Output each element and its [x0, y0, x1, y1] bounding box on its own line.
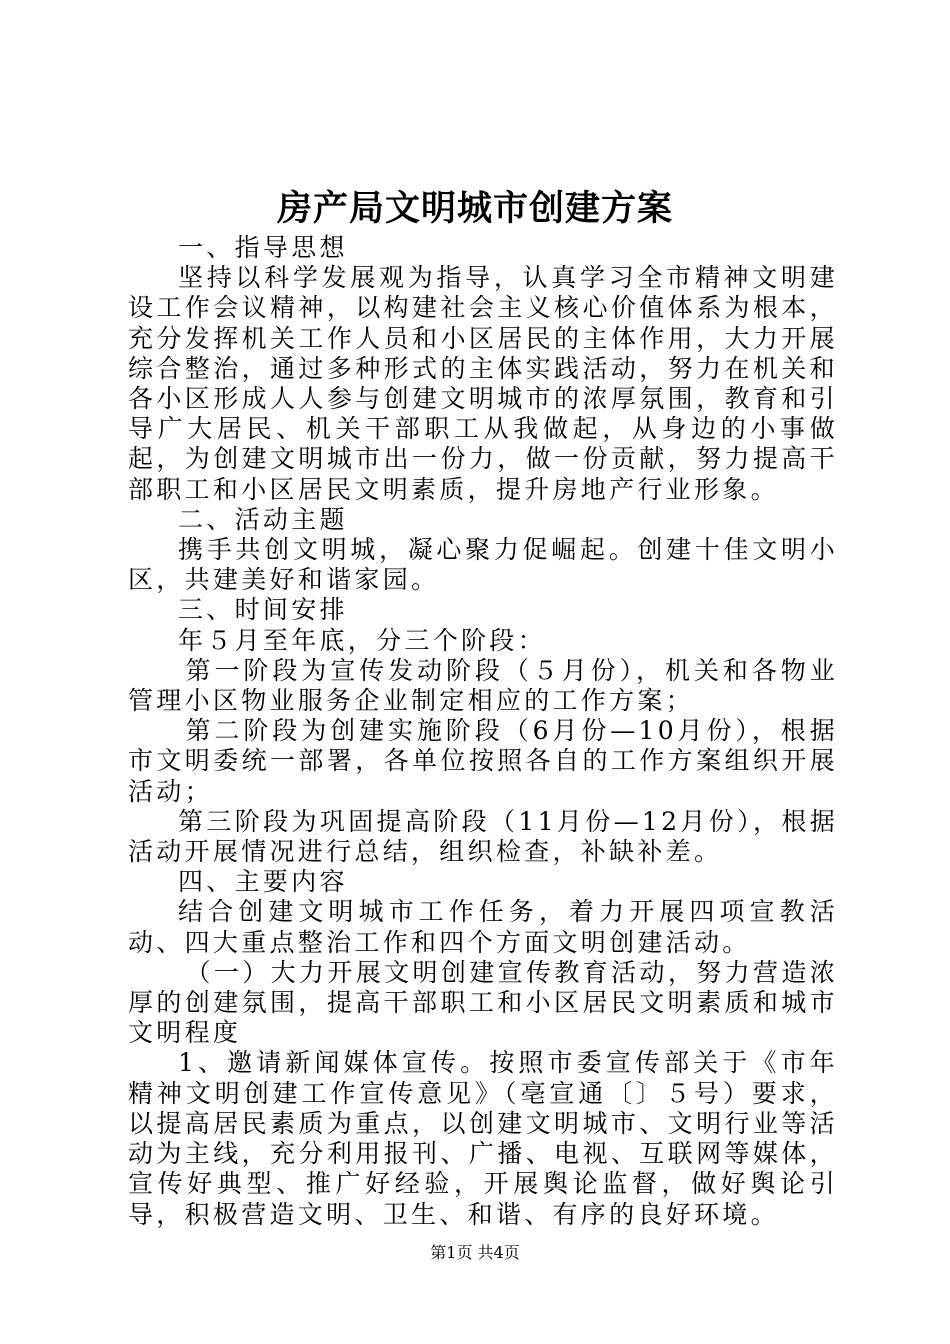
paragraph-activity-theme: 携手共创文明城，凝心聚力促崛起。创建十佳文明小区，共建美好和谐家园。	[128, 535, 838, 595]
section-heading-activity-theme: 二、活动主题	[178, 504, 348, 534]
paragraph-schedule-intro: 年５月至年底，分三个阶段：	[178, 625, 546, 655]
section-heading-main-content: 四、主要内容	[178, 867, 348, 897]
paragraph-subsection-one: （一）大力开展文明创建宣传教育活动，努力营造浓厚的创建氛围，提高干部职工和小区居民文明素质和城市文明程度	[128, 957, 838, 1048]
document-title: 房产局文明城市创建方案	[276, 188, 673, 229]
section-heading-schedule: 三、时间安排	[178, 595, 348, 625]
page-footer: 第1页 共4页	[430, 1243, 520, 1262]
paragraph-stage-two: 第二阶段为创建实施阶段（6月份—10月份），根据市文明委统一部署，各单位按照各自的工作方案组织开展活动；	[128, 716, 838, 806]
document-body	[128, 233, 838, 1230]
paragraph-stage-one: 第一阶段为宣传发动阶段（５月份），机关和各物业管理小区物业服务企业制定相应的工作方案；	[128, 655, 838, 716]
paragraph-media-publicity: 1、邀请新闻媒体宣传。按照市委宣传部关于《市年精神文明创建工作宣传意见》（亳宣通〔〕５号）要求，以提高居民素质为重点，以创建文明城市、文明行业等活动为主线，充分利用报刊、广播、电视、互联网等媒体，宣传好典型、推广好经验，开展舆论监督，做好舆论引导，积极营造文明、卫生、和谐、有序的良好环境。	[128, 1048, 838, 1229]
paragraph-guiding-ideology: 坚持以科学发展观为指导，认真学习全市精神文明建设工作会议精神，以构建社会主义核心价值体系为根本，充分发挥机关工作人员和小区居民的主体作用，大力开展综合整治，通过多种形式的主体实践活动，努力在机关和各小区形成人人参与创建文明城市的浓厚氛围，教育和引导广大居民、机关干部职工从我做起，从身边的小事做起，为创建文明城市出一份力，做一份贡献，努力提高干部职工和小区居民文明素质，提升房地产行业形象。	[128, 263, 838, 504]
paragraph-stage-three: 第三阶段为巩固提高阶段（11月份—12月份），根据活动开展情况进行总结，组织检查，补缺补差。	[128, 806, 838, 867]
paragraph-main-content: 结合创建文明城市工作任务，着力开展四项宣教活动、四大重点整治工作和四个方面文明创建活动。	[128, 897, 838, 957]
section-heading-guiding-ideology: 一、指导思想	[178, 233, 348, 262]
